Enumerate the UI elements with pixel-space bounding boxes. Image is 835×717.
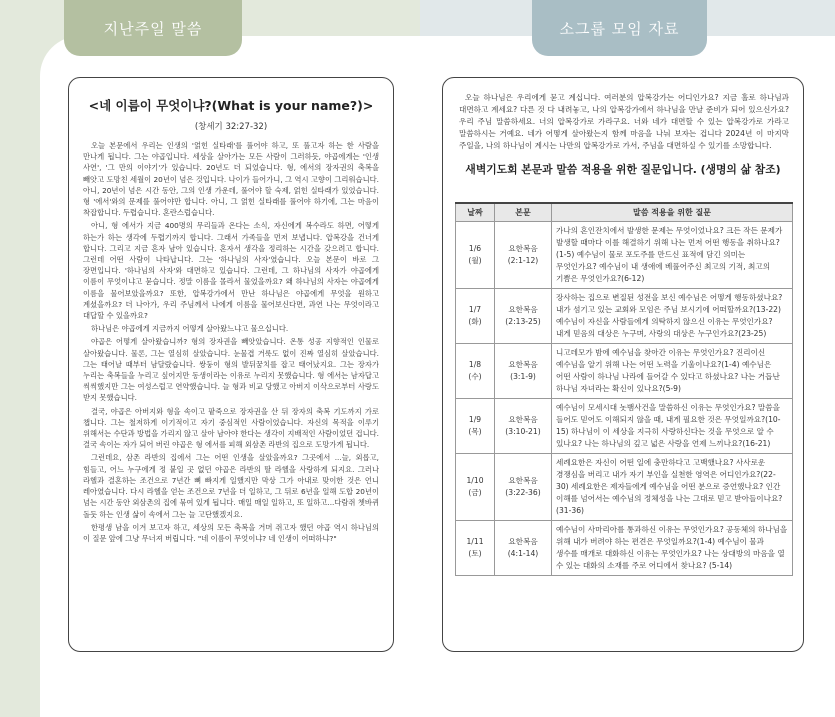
sermon-panel: [68, 77, 394, 652]
verse-ref: (3:22-36): [505, 488, 541, 497]
verse-ref: (3:10-21): [505, 427, 541, 436]
book: 요한복음: [508, 360, 538, 369]
book: 요한복음: [508, 244, 538, 253]
sermon-title: <네 이름이 무엇이냐?(What is your name?)>: [88, 98, 374, 113]
verse-ref: (4:1-14): [507, 549, 539, 558]
table-row: [456, 344, 793, 399]
sermon-paragraph: 야곱은 어떻게 살아왔습니까? 형의 장자권을 빼앗았습니다. 온통 성공 지향적인 인물로 살아왔습니다. 물론, 그는 열심히 살았습니다. 눈물겹 거룩도 없이 진짜 열심히 살았습니다. 그는 태어날 때부터 남달랐습니다. 쌍둥이 형의 발뒤꿈치를 잡고 태어났지요. 그는 장자가 누리는 축복들을 누리고 싶어지만 동생이라는 이유로 누리지 못했습니다. 형 에서는 남자답고 씩씩했지만 그는 여성스럽고 연약했습니다. 늘 형과 비교 당했고 아버지 이삭으로부터 사랑도 받지 못했습니다.: [83, 337, 379, 403]
book: 요한복음: [508, 305, 538, 314]
weekday: (금): [468, 488, 482, 497]
verse-ref: (2:13-25): [505, 317, 541, 326]
date: 1/8: [468, 360, 482, 369]
table-header-row: [456, 203, 793, 222]
passage-cell: [495, 344, 552, 399]
question-cell: 예수님이 사마리아를 통과하신 이유는 무엇인가요? 공동체의 하나님을 위해 내가 버려야 하는 편견은 무엇일까요?(1-4) 예수님이 물과 생수를 매개로 대화하신 이유는 무엇인가요? 나는 상대방의 마음을 열 수 있는 대화의 소재를 주로 어디에서 찾나요? (5-14): [552, 521, 793, 576]
sermon-paragraph: 그런데요, 삼촌 라반의 집에서 그는 어떤 인생을 살았을까요? 그곳에서 ...늘, 외롭고, 힘들고, 어느 누구에게 정 붙일 곳 없던 야곱은 라반의 딸 라헬을 사랑하게 되지요. 그러나 라헬과 결혼하는 조건으로 7년간 뼈 빠지게 일했지만 막상 그가 아내로 맞이한 것은 언니 레아였습니다. 다시 라헬을 얻는 조건으로 7년을 더 일하고, 그 뒤로 6년을 일해 도합 20년이 넘는 시간 동안 외삼촌의 집에 묶여 있게 됩니다. 매일 매일 일하고, 또 일하고...다람쥐 쳇바퀴 돌듯 하는 인생 삶이 속에서 그는 늘 고단했겠지요.: [83, 453, 379, 519]
tab-small-group-material: 소그룹 모임 자료: [532, 0, 707, 56]
weekday: (수): [468, 372, 482, 381]
verse-ref: (2:1-12): [507, 256, 539, 265]
tab-last-sunday-sermon: 지난주일 말씀: [64, 0, 242, 56]
table-row: [456, 289, 793, 344]
table-row: [456, 521, 793, 576]
sermon-paragraph: 아니, 형 에서가 지금 400명의 무리들과 온다는 소식, 자신에게 복수라도 하면, 어떻게 하는가 하는 생각에 두렵기까지 합니다. 그래서 가족들을 먼저 보냅니다. 압복강을 건너게 합니다. 그리고 지금 혼자 남아 있습니다. 혼자서 생각을 정리하는 시간을 갖으려고 합니다. 그런데 어떤 사람이 나타납니다. 그는 '하나님의 사자'였습니다. 오늘 본문이 바로 그 장면입니다. '하나님의 사자'와 대면하고 있습니다. 그런데, 그 하나님의 사자가 야곱에게 이름이 무엇이냐고 묻습니다. 정말 이름을 몰라서 물었을까요? 왜 하나님의 사자는 야곱에게 이름을 물어보았을까요? 또한, 압복강가에서 만난 하나님은 야곱에게 무엇을 원하고 계셨을까요? 더 나아가, 우리 주님께서 나에게 이름을 물어보신다면, 과연 나는 무엇이라고 대답할 수 있을까요?: [83, 221, 379, 321]
sermon-body: [69, 132, 393, 544]
sermon-paragraph: 하나님은 야곱에게 지금까지 어떻게 살아왔느냐고 물으십니다.: [91, 324, 289, 334]
small-group-intro: 오늘 하나님은 우리에게 묻고 계십니다. 여러분의 압복강가는 어디인가요? 지금 홀로 하나님과 대면하고 계세요? 다른 것 다 내려놓고, 나의 압복강가에서 하나님을 만날 준비가 되어 있으신가요? 우리 주님 말씀하세요. 너의 압복강가로 가라구요. 너와 네가 대면할 수 있는 압복강가로 가라고 말씀하시는 거예요. 네가 어떻게 살아왔는지 함께 마음을 나눠 보자는 겁니다 2024년 이 마지막 주일을, 나의 하나님이 계시는 나만의 압복강가로 가서, 주님을 대면하실 수 있기를 소망합니다.: [459, 93, 789, 150]
header-questions: 말씀 적용을 위한 질문: [552, 203, 793, 222]
table-row: [456, 454, 793, 521]
header-passage: 본문: [495, 203, 552, 222]
book: 요한복음: [508, 415, 538, 424]
question-cell: 장사하는 집으로 변질된 성전을 보신 예수님은 어떻게 행동하셨나요? 내가 섬기고 있는 교회와 모임은 주님 보시기에 어떠할까요?(13-22) 예수님이 자신을 사람들에게 의탁하지 않으신 이유는 무엇인가요? 내게 믿음의 대상은 누구며, 사랑의 대상은 누구인가요?(23-25): [552, 289, 793, 344]
date-cell: [456, 454, 495, 521]
question-cell: 예수님이 모세시대 놋뱀사건을 말씀하신 이유는 무엇인가요? 말씀을 들어도 믿어도 이해되지 않을 때, 내게 필요한 것은 무엇일까요?(10-15) 하나님이 이 세상을 지극히 사랑하신다는 것을 무엇으로 알 수 있나요? 나는 하나님의 깊고 넓은 사랑을 언제 느끼나요?(16-21): [552, 399, 793, 454]
date: 1/7: [468, 305, 482, 314]
question-table-title: 새벽기도회 본문과 말씀 적용을 위한 질문입니다. (생명의 삶 참조): [465, 163, 781, 176]
small-group-panel: [442, 77, 804, 652]
passage-cell: [495, 454, 552, 521]
sermon-paragraph: 결국, 야곱은 아버지와 형을 속이고 팥죽으로 장자권을 산 뒤 장자의 축복 기도까지 가로 챕니다. 그는 철저하게 이기적이고 자기 중심적인 사람이었습니다. 자신의 목적을 이루기 위해서는 수단과 방법을 가리지 않고 살아 남아야 한다는 생각이 지배적인 사람이었던 겁니다. 결국 속이는 자가 되어 버린 야곱은 형 에서를 피해 외삼촌 라반의 집으로 도망가게 됩니다.: [83, 406, 379, 450]
verse-ref: (3:1-9): [510, 372, 536, 381]
sermon-reference: (창세기 32:27-32): [194, 122, 268, 132]
passage-cell: [495, 222, 552, 289]
passage-cell: [495, 399, 552, 454]
date: 1/9: [468, 415, 482, 424]
weekday: (화): [468, 317, 482, 326]
book: 요한복음: [508, 476, 538, 485]
table-row: [456, 399, 793, 454]
question-cell: 가나의 혼인잔치에서 발생한 문제는 무엇이었나요? 크든 작든 문제가 발생할 때마다 이를 해결하기 위해 나는 먼저 어떤 행동을 취하나요?(1-5) 예수님이 물로 포도주를 만드신 표적에 담긴 의미는 무엇인가요? 예수님이 내 생애에 베풀어주신 최고의 기적, 최고의 기쁨은 무엇인가요?(6-12): [552, 222, 793, 289]
question-cell: 니고데모가 밤에 예수님을 찾아간 이유는 무엇인가요? 진리이신 예수님을 알기 위해 나는 어떤 노력을 기울이나요?(1-4) 예수님은 어떤 사람이 하나님 나라에 들어갈 수 있다고 하셨나요? 나는 거듭난 하나님 자녀라는 확신이 있나요?(5-9): [552, 344, 793, 399]
date-cell: [456, 344, 495, 399]
date: 1/10: [466, 476, 484, 485]
header-date: 날짜: [456, 203, 495, 222]
date-cell: [456, 289, 495, 344]
table-row: [456, 222, 793, 289]
book: 요한복음: [508, 537, 538, 546]
date-cell: [456, 399, 495, 454]
question-cell: 세례요한은 자신이 어떤 일에 충만하다고 고백했나요? 사사로운 경쟁심을 버리고 내가 자기 부인을 실천한 영역은 어디인가요?(22-30) 세례요한은 제자들에게 예수님을 어떤 분으로 증언했나요? 인간 이해를 넘어서는 예수님의 정체성을 나는 그대로 믿고 받아들이나요?(31-36): [552, 454, 793, 521]
date-cell: [456, 521, 495, 576]
date: 1/6: [468, 244, 482, 253]
date: 1/11: [466, 537, 484, 546]
sermon-paragraph: 오늘 본문에서 우리는 인생의 '얽힌 실타래'를 풀어야 하고, 또 풀고자 하는 한 사람을 만나게 됩니다. 그는 야곱입니다. 세상을 살아가는 모든 사람이 그러하듯, 야곱에게는 '인생 사연', '그 만의 이야기'가 있습니다. 20년도 더 되었습니다. 형, 에서의 장자권의 축복을 빼앗고 도망친 세월이 20년이 넘은 것입니다. 나이가 들어가니, 그 역시 고향이 그리워습니다. 아니, 20년이 넘은 시간 동안, 그의 인생 가운데, 풀어야 할 숙제, 얽힌 실타래가 있었습니다. 형 '에서'와의 문제를 풀어야만 합니다. 아니, 그 얽힌 실타래를 풀어야 하기에, 그는 마음이 착잡합니다. 두렵습니다. 혼란스럽습니다.: [83, 141, 379, 218]
weekday: (목): [468, 427, 482, 436]
date-cell: [456, 222, 495, 289]
weekday: (토): [468, 549, 482, 558]
question-table: [455, 202, 793, 576]
weekday: (월): [468, 256, 482, 265]
sermon-paragraph: 한평생 남을 이겨 보고자 하고, 세상의 모든 축복을 거머 쥐고자 했던 야곱 역시 하나님의 이 질문 앞에 그냥 무너져 버립니다. "네 이름이 무엇이냐? 네 인생이 어떠하냐?": [83, 522, 379, 543]
passage-cell: [495, 289, 552, 344]
passage-cell: [495, 521, 552, 576]
